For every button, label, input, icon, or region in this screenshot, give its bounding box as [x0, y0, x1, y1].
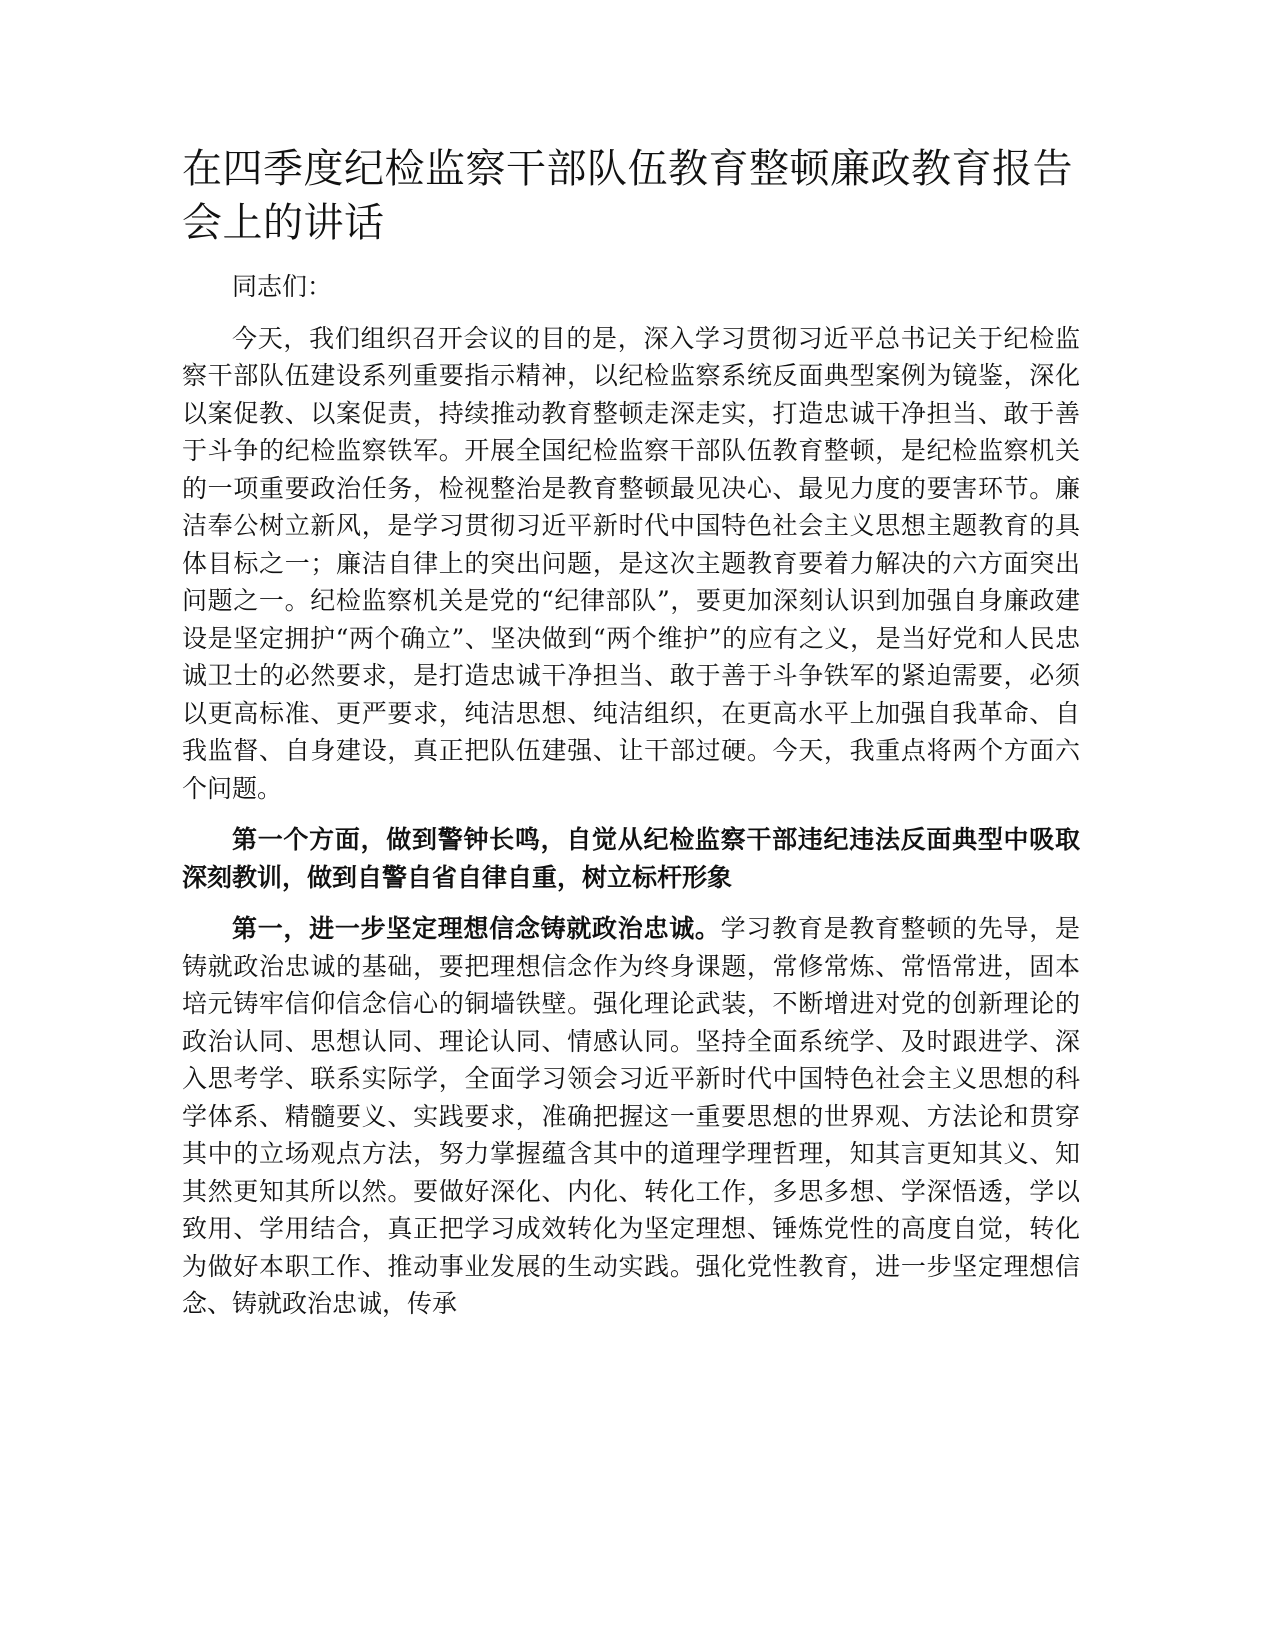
section-heading: 第一个方面，做到警钟长鸣，自觉从纪检监察干部违纪违法反面典型中吸取深刻教训，做到自警自省自律自重，树立标杆形象: [182, 825, 1080, 892]
greeting: 同志们：: [232, 272, 333, 301]
point-one-body: 学习教育是教育整顿的先导，是铸就政治忠诚的基础，要把理想信念作为终身课题，常修常炼、常悟常进，固本培元铸牢信仰信念信心的铜墙铁壁。强化理论武装，不断增进对党的创新理论的政治认同、思想认同、理论认同、情感认同。坚持全面系统学、及时跟进学、深入思考学、联系实际学，全面学习领会习近平新时代中国特色社会主义思想的科学体系、精髓要义、实践要求，准确把握这一重要思想的世界观、方法论和贯穿其中的立场观点方法，努力掌握蕴含其中的道理学理哲理，知其言更知其义、知其然更知其所以然。要做好深化、内化、转化工作，多思多想、学深悟透，学以致用、学用结合，真正把学习成效转化为坚定理想、锤炼党性的高度自觉，转化为做好本职工作、推动事业发展的生动实践。强化党性教育，进一步坚定理想信念、铸就政治忠诚，传承: [182, 914, 1080, 1318]
document-page: [182, 142, 1080, 1323]
point-one-paragraph: [182, 910, 1080, 1323]
point-one-lead: 第一，进一步坚定理想信念铸就政治忠诚。: [232, 914, 721, 943]
document-title: 在四季度纪检监察干部队伍教育整顿廉政教育报告会上的讲话: [182, 146, 1073, 246]
intro-paragraph: 今天，我们组织召开会议的目的是，深入学习贯彻习近平总书记关于纪检监察干部队伍建设系列重要指示精神，以纪检监察系统反面典型案例为镜鉴，深化以案促教、以案促责，持续推动教育整顿走深走实，打造忠诚干净担当、敢于善于斗争的纪检监察铁军。开展全国纪检监察干部队伍教育整顿，是纪检监察机关的一项重要政治任务，检视整治是教育整顿最见决心、最见力度的要害环节。廉洁奉公树立新风，是学习贯彻习近平新时代中国特色社会主义思想主题教育的具体目标之一；廉洁自律上的突出问题，是这次主题教育要着力解决的六方面突出问题之一。纪检监察机关是党的“纪律部队”，要更加深刻认识到加强自身廉政建设是坚定拥护“两个确立”、坚决做到“两个维护”的应有之义，是当好党和人民忠诚卫士的必然要求，是打造忠诚干净担当、敢于善于斗争铁军的紧迫需要，必须以更高标准、更严要求，纯洁思想、纯洁组织，在更高水平上加强自我革命、自我监督、自身建设，真正把队伍建强、让干部过硬。今天，我重点将两个方面六个问题。: [182, 323, 1080, 803]
